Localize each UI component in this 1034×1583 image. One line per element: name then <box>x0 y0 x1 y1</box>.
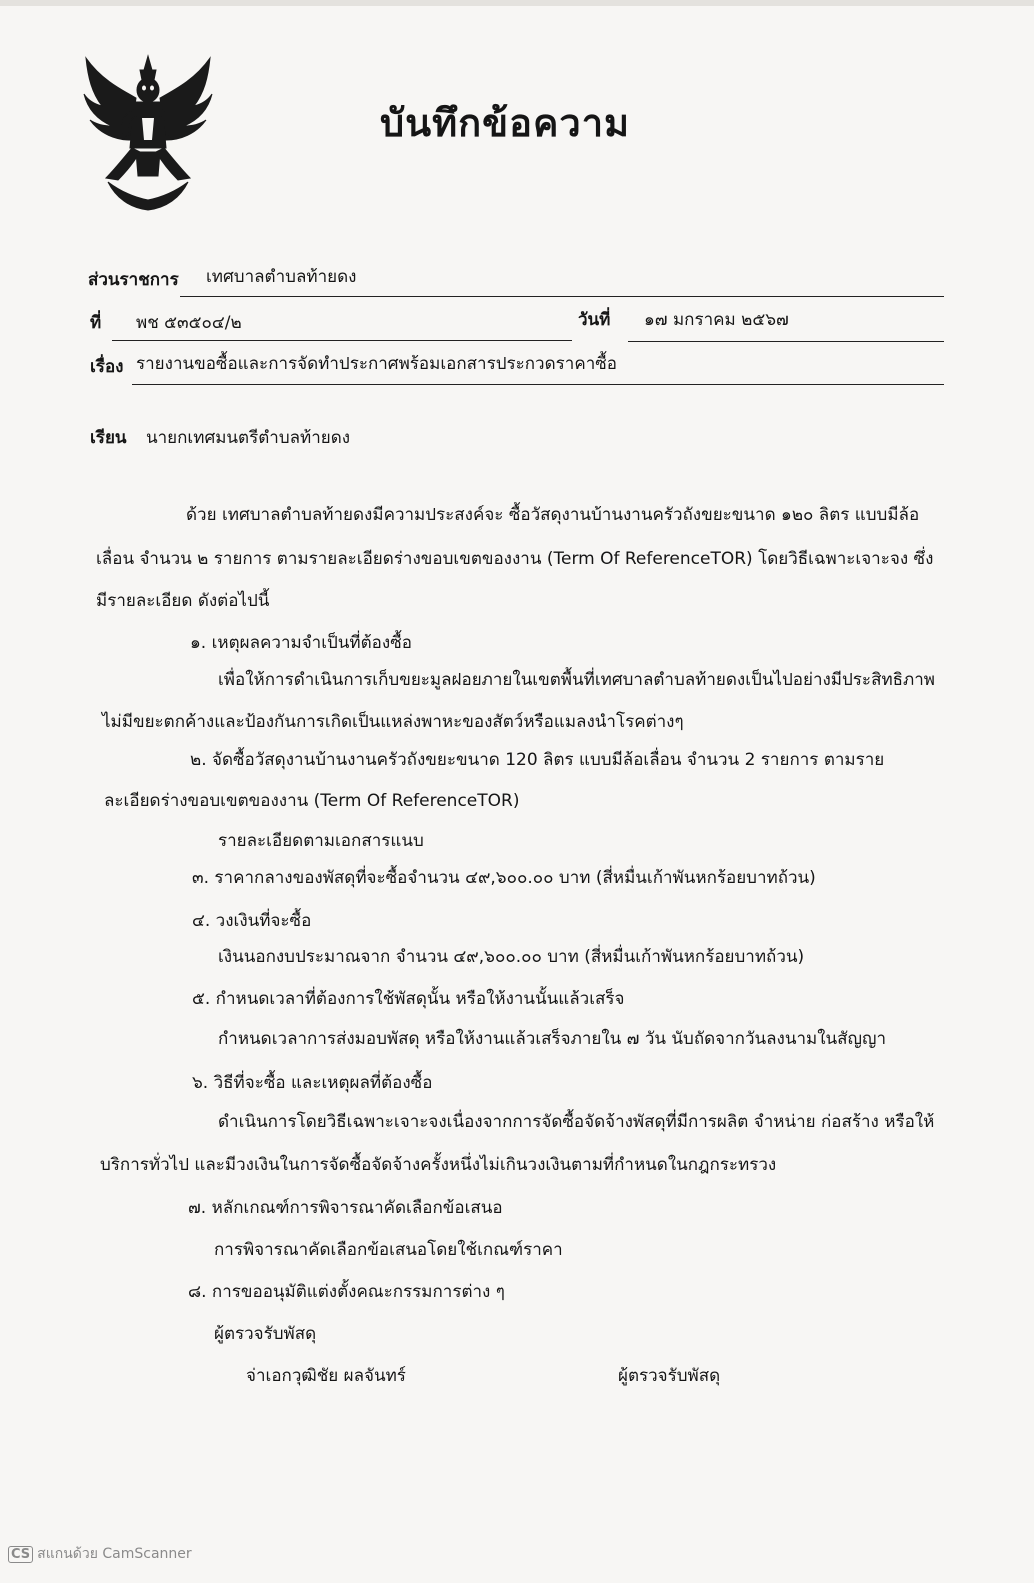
date-underline <box>628 341 944 342</box>
section-4-heading: ๔. วงเงินที่จะซื้อ <box>192 911 312 931</box>
section-1-line-1: เพื่อให้การดำเนินการเก็บขยะมูลฝอยภายในเขตพื้นที่เทศบาลตำบลท้ายดงเป็นไปอย่างมีประสิทธิภาพ <box>218 670 935 690</box>
section-4-line-1: เงินนอกงบประมาณจาก จำนวน ๔๙,๖๐๐.๐๐ บาท (สี่หมื่นเก้าพันหกร้อยบาทถ้วน) <box>218 947 805 967</box>
memo-title: บันทึกข้อความ <box>380 101 631 145</box>
section-2-line-1: ละเอียดร่างขอบเขตของงาน (Term Of ReferenceTOR) <box>104 791 520 811</box>
scan-top-edge <box>0 0 1034 6</box>
date-label: วันที่ <box>578 310 611 330</box>
section-7-line-1: การพิจารณาคัดเลือกข้อเสนอโดยใช้เกณฑ์ราคา <box>214 1240 563 1260</box>
garuda-emblem-icon <box>78 48 218 213</box>
intro-line-3: มีรายละเอียด ดังต่อไปนี้ <box>96 591 270 611</box>
section-1-heading: ๑. เหตุผลความจำเป็นที่ต้องซื้อ <box>190 633 412 653</box>
committee-role: ผู้ตรวจรับพัสดุ <box>618 1366 721 1386</box>
intro-line-2: เลื่อน จำนวน ๒ รายการ ตามรายละเอียดร่างขอบเขตของงาน (Term Of ReferenceTOR) โดยวิธีเฉพาะเจาะจง ซึ่ง <box>96 549 934 569</box>
section-8-heading: ๘. การขออนุมัติแต่งตั้งคณะกรรมการต่าง ๆ <box>188 1282 505 1302</box>
agency-value: เทศบาลตำบลท้ายดง <box>206 267 357 287</box>
section-5-line-1: กำหนดเวลาการส่งมอบพัสดุ หรือให้งานแล้วเสร็จภายใน ๗ วัน นับถัดจากวันลงนามในสัญญา <box>218 1029 887 1049</box>
section-6-heading: ๖. วิธีที่จะซื้อ และเหตุผลที่ต้องซื้อ <box>192 1073 433 1093</box>
section-7-heading: ๗. หลักเกณฑ์การพิจารณาคัดเลือกข้อเสนอ <box>188 1198 503 1218</box>
committee-name: จ่าเอกวุฒิชัย ผลจันทร์ <box>246 1366 406 1386</box>
section-2-heading: ๒. จัดซื้อวัสดุงานบ้านงานครัวถังขยะขนาด 120 ลิตร แบบมีล้อเลื่อน จำนวน 2 รายการ ตามราย <box>190 750 885 770</box>
date-value: ๑๗ มกราคม ๒๕๖๗ <box>644 310 789 330</box>
subject-underline <box>132 384 944 385</box>
salutation-to: นายกเทศมนตรีตำบลท้ายดง <box>146 428 351 448</box>
section-6-line-1: ดำเนินการโดยวิธีเฉพาะเจาะจงเนื่องจากการจัดซื้อจัดจ้างพัสดุที่มีการผลิต จำหน่าย ก่อสร้าง หรือให้ <box>218 1112 935 1132</box>
camscanner-watermark <box>8 1543 192 1565</box>
ref-underline <box>112 340 572 341</box>
camscanner-logo-icon: CS <box>8 1546 33 1563</box>
salutation-label: เรียน <box>90 428 127 448</box>
section-3-heading: ๓. ราคากลางของพัสดุที่จะซื้อจำนวน ๔๙,๖๐๐.๐๐ บาท (สี่หมื่นเก้าพันหกร้อยบาทถ้วน) <box>192 868 816 888</box>
subject-label: เรื่อง <box>90 357 124 377</box>
camscanner-text: สแกนด้วย CamScanner <box>37 1546 192 1562</box>
section-5-heading: ๕. กำหนดเวลาที่ต้องการใช้พัสดุนั้น หรือให้งานนั้นแล้วเสร็จ <box>192 989 625 1009</box>
section-1-line-2: ไม่มีขยะตกค้างและป้องกันการเกิดเป็นแหล่งพาหะของสัตว์หรือแมลงนำโรคต่างๆ <box>102 712 684 732</box>
ref-value: พช ๕๓๕๐๔/๒ <box>136 313 242 333</box>
subject-value: รายงานขอซื้อและการจัดทำประกาศพร้อมเอกสารประกวดราคาซื้อ <box>136 354 617 374</box>
ref-label: ที่ <box>90 313 102 333</box>
section-8-line-1: ผู้ตรวจรับพัสดุ <box>214 1324 317 1344</box>
intro-line-1: ด้วย เทศบาลตำบลท้ายดงมีความประสงค์จะ ซื้อวัสดุงานบ้านงานครัวถังขยะขนาด ๑๒๐ ลิตร แบบมีล้อ <box>186 505 920 525</box>
section-6-line-2: บริการทั่วไป และมีวงเงินในการจัดซื้อจัดจ้างครั้งหนึ่งไม่เกินวงเงินตามที่กำหนดในกฎกระทรวง <box>100 1155 777 1175</box>
agency-label: ส่วนราชการ <box>88 270 179 290</box>
section-2-line-2: รายละเอียดตามเอกสารแนบ <box>218 831 424 851</box>
agency-underline <box>180 296 944 297</box>
